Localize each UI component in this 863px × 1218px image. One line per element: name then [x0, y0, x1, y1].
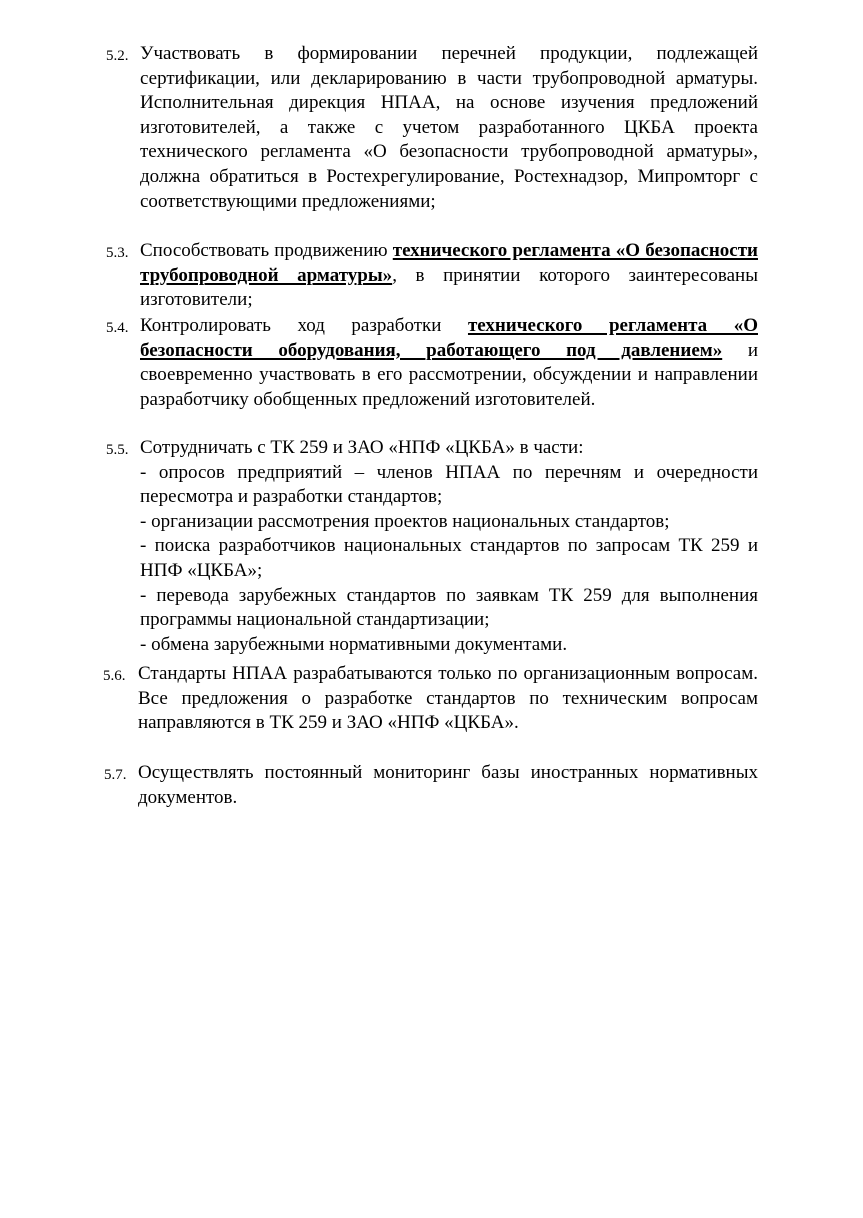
regulation-title-link: технического регламента «О безопасности трубопроводной арматуры» [140, 240, 759, 286]
item-number: 5.7. [104, 767, 127, 783]
list-item-5-2 [106, 42, 758, 214]
sub-item: - опросов предприятий – членов НПАА по перечням и очередности пересмотра и разработки стандартов; [140, 461, 758, 508]
list-item-5-5 [106, 436, 758, 657]
item-text [140, 436, 758, 657]
item-text: Стандарты НПАА разрабатываются только по организационным вопросам. Все предложения о разработке стандартов по техническим вопросам направляются в ТК 259 и ЗАО «НПФ «ЦКБА». [138, 663, 758, 734]
sub-item: - организации рассмотрения проектов национальных стандартов; [140, 510, 670, 532]
list-item-5-7 [104, 761, 758, 810]
sub-item: - перевода зарубежных стандартов по заявкам ТК 259 для выполнения программы национальной стандартизации; [140, 584, 758, 631]
item-text: Участвовать в формировании перечней продукции, подлежащей сертификации, или декларированию в части трубопроводной арматуры. Исполнительная дирекция НПАА, на основе изучения предложений изготовителей, а также с учетом разработанного ЦКБА проекта технического регламента «О безопасности трубопроводной арматуры», должна обратиться в Ростехрегулирование, Ростехнадзор, Мипромторг с соответствующими предложениями; [140, 43, 758, 212]
item-intro: Сотрудничать с ТК 259 и ЗАО «НПФ «ЦКБА» в части: [140, 437, 584, 458]
list-item-5-3 [106, 239, 758, 313]
item-number: 5.6. [103, 668, 126, 684]
item-number: 5.3. [106, 245, 129, 261]
item-text-before: Контролировать ход разработки [140, 315, 468, 336]
item-text [140, 239, 758, 313]
sub-item: - обмена зарубежными нормативными документами. [140, 633, 568, 655]
item-number: 5.5. [106, 442, 129, 458]
regulation-title-link: технического регламента «О безопасности оборудования, работающего под давлением» [140, 315, 758, 361]
item-text-before: Способствовать продвижению [140, 240, 393, 261]
list-item-5-4 [106, 314, 758, 412]
list-item-5-6 [103, 662, 758, 736]
item-text: Осуществлять постоянный мониторинг базы иностранных нормативных документов. [138, 762, 758, 808]
sub-item: - поиска разработчиков национальных стандартов по запросам ТК 259 и НПФ «ЦКБА»; [140, 535, 758, 581]
item-number: 5.2. [106, 48, 129, 64]
item-text [140, 314, 758, 412]
item-text-after: , в принятии которого заинтересованы изготовители; [140, 264, 758, 311]
item-number: 5.4. [106, 320, 129, 336]
item-text-after: и своевременно участвовать в его рассмотрении, обсуждении и направлении разработчику обобщенных предложений изготовителей. [140, 339, 758, 410]
